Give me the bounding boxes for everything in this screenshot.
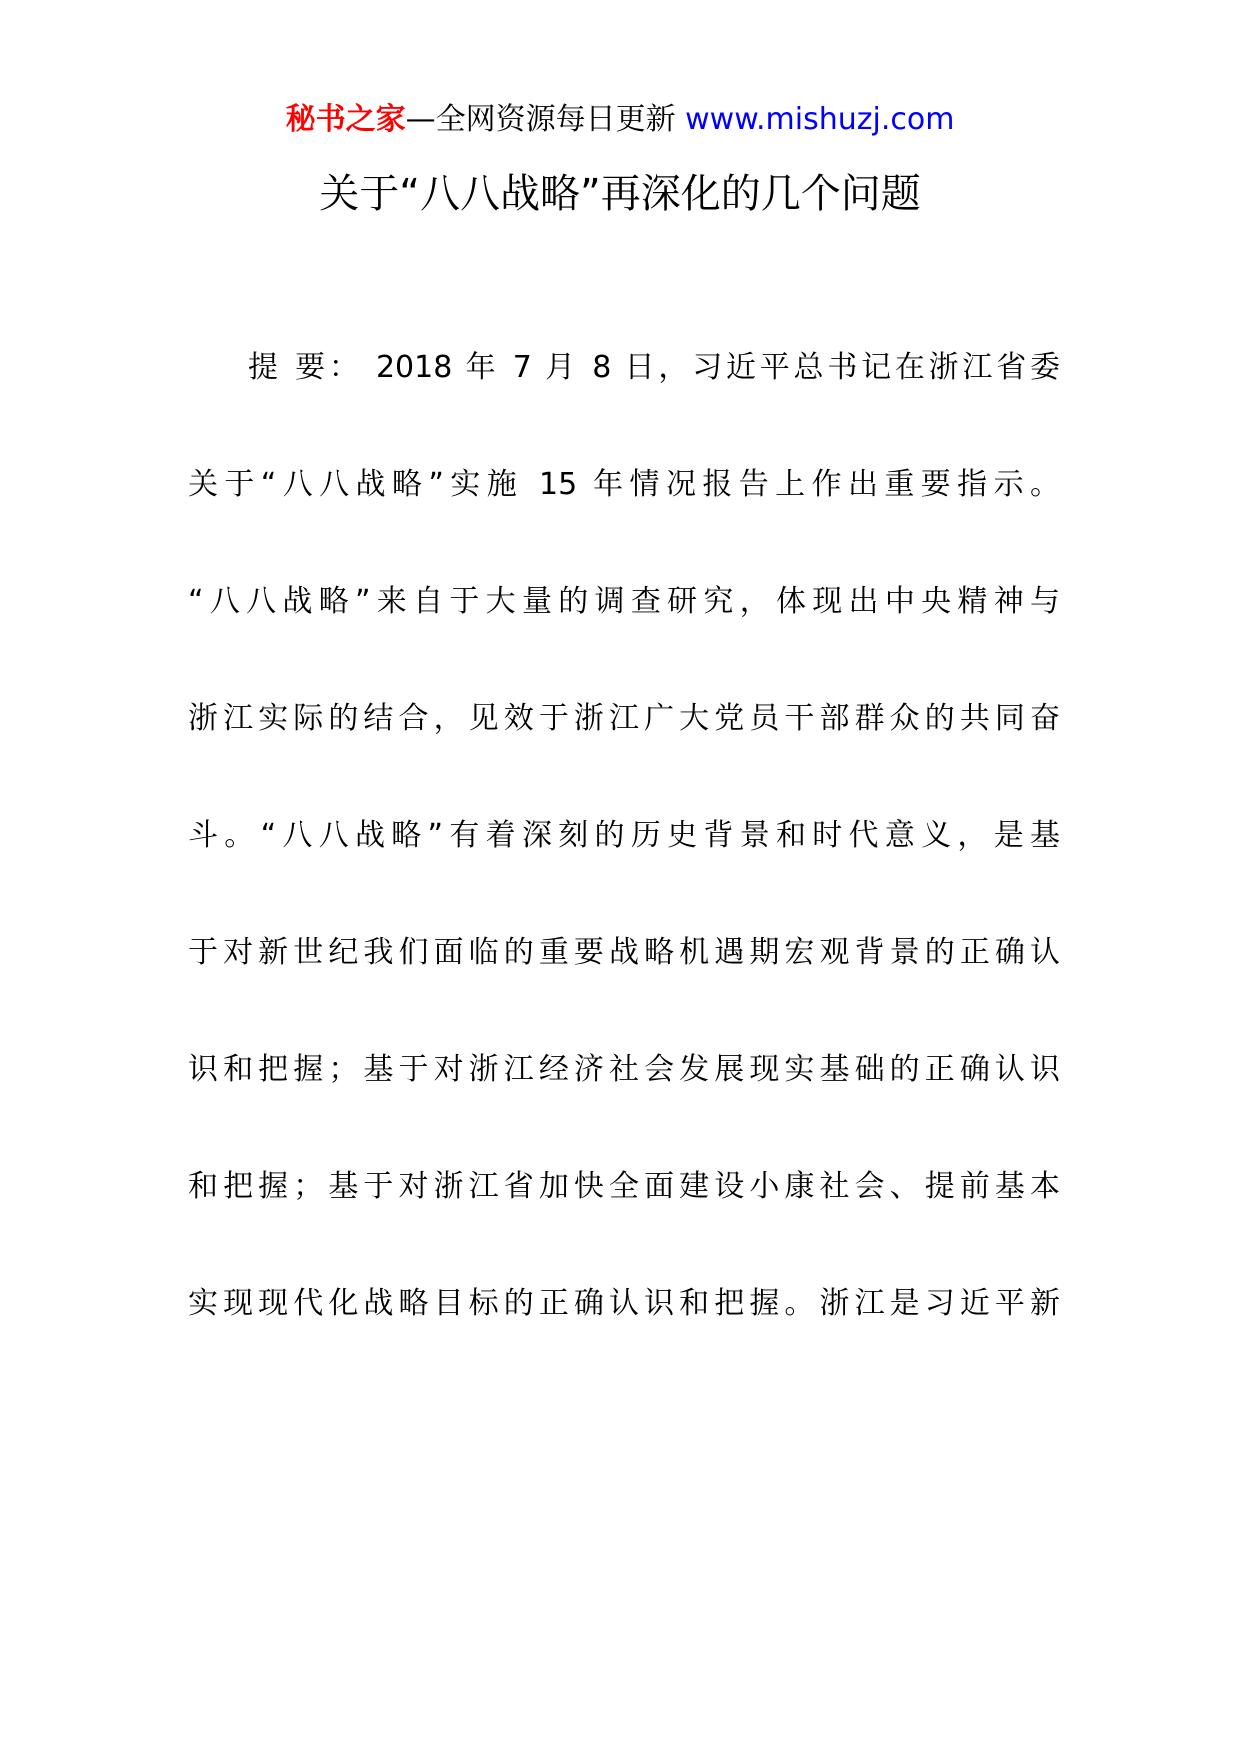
body-line-3: “八八战略”来自于大量的调查研究，体现出中央精神与 xyxy=(188,584,1060,619)
site-header xyxy=(0,100,1240,140)
site-tagline: —全网资源每日更新 xyxy=(405,102,676,137)
body-line-2: 关于“八八战略”实施 15 年情况报告上作出重要指示。 xyxy=(188,467,1060,502)
site-url-link[interactable]: www.mishuzj.com xyxy=(685,102,955,137)
body-line-5: 斗。“八八战略”有着深刻的历史背景和时代意义，是基 xyxy=(188,818,1060,853)
body-line-1: 提 要： 2018 年 7 月 8 日，习近平总书记在浙江省委 xyxy=(248,350,1060,385)
body-line-9: 实现现代化战略目标的正确认识和把握。浙江是习近平新 xyxy=(188,1286,1060,1321)
body-line-8: 和把握；基于对浙江省加快全面建设小康社会、提前基本 xyxy=(188,1169,1060,1204)
body-line-6: 于对新世纪我们面临的重要战略机遇期宏观背景的正确认 xyxy=(188,935,1060,970)
body-line-4: 浙江实际的结合，见效于浙江广大党员干部群众的共同奋 xyxy=(188,701,1060,736)
site-brand: 秘书之家 xyxy=(285,102,406,137)
document-title: 关于“八八战略”再深化的几个问题 xyxy=(319,171,921,217)
body-line-7: 识和把握；基于对浙江经济社会发展现实基础的正确认识 xyxy=(188,1052,1060,1087)
